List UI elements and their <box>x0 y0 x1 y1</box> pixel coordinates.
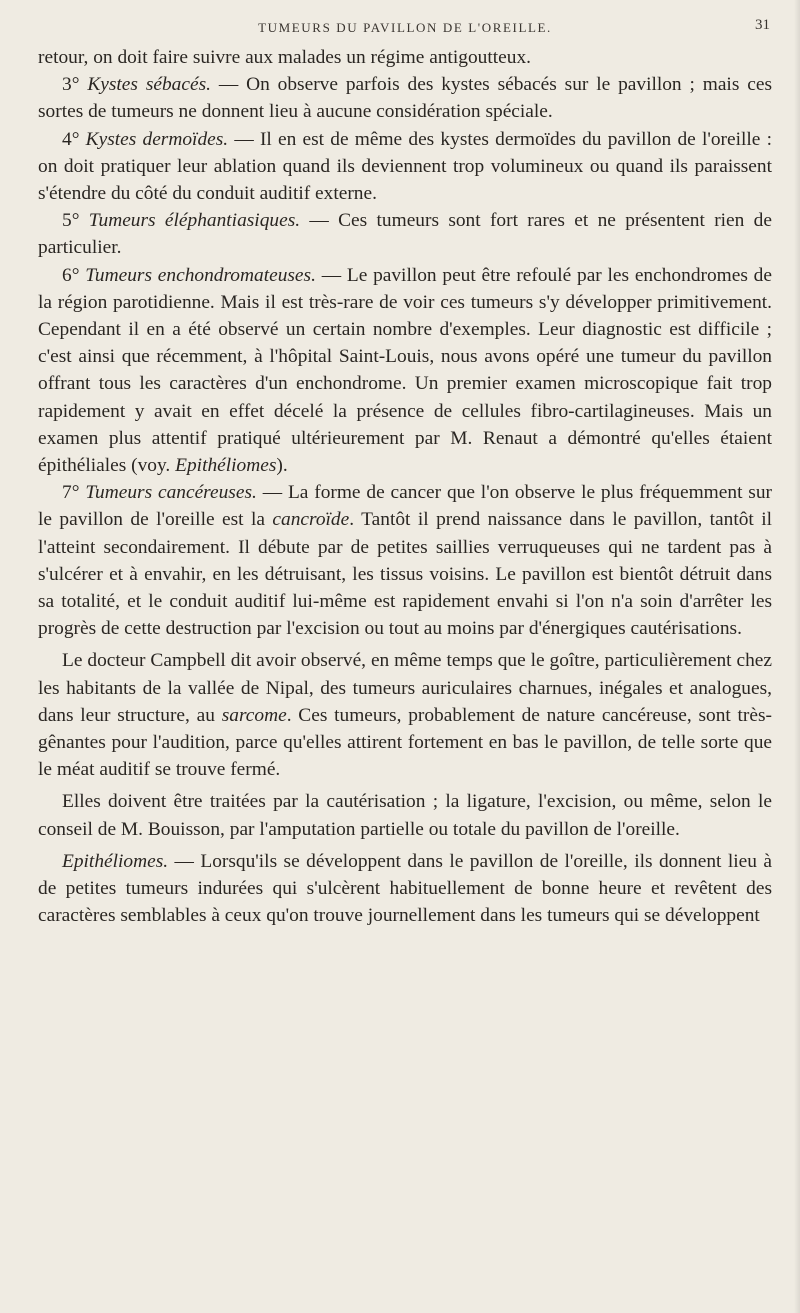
paragraph-text: — La forme de cancer que l'on observe le plus fréquemment sur le pavillon de l'oreille est la <box>38 482 772 531</box>
section-kystes-sebaces <box>38 71 772 125</box>
paragraph-text: retour, on doit faire suivre aux malades un régime antigoutteux. <box>38 47 531 68</box>
section-epitheliomes <box>38 848 772 930</box>
paragraph-continuation <box>38 44 772 71</box>
paragraph-text-end: ). <box>276 455 288 477</box>
italic-term: sarcome <box>221 704 287 726</box>
paragraph-text: Le docteur Campbell dit avoir observé, en même temps que le goître, particulièrement chez les habitants de la vallée de Nipal, des tumeurs auriculaires charnues, inégales et analogues, dans leur structure, au <box>38 650 772 726</box>
section-title: Kystes sébacés. <box>87 74 211 96</box>
paragraph-text-end: . Ces tumeurs, probablement de nature cancéreuse, sont très-gênantes pour l'audition, parce qu'elles attirent fortement en bas le pavillon, de telle sorte que le méat auditif se trouve fermé. <box>38 704 772 781</box>
paragraph-text: Elles doivent être traitées par la cautérisation ; la ligature, l'excision, ou même, selon le conseil de M. Bouisson, par l'amputation partielle ou totale du pavillon de l'oreille. <box>38 791 772 840</box>
section-number: 3° <box>62 74 80 96</box>
section-tumeurs-enchondromateuses <box>38 262 772 480</box>
section-tumeurs-cancereuses <box>38 479 772 642</box>
section-number: 6° <box>62 264 80 286</box>
paragraph-campbell <box>38 647 772 783</box>
section-number: 5° <box>62 210 80 232</box>
section-tumeurs-elephantiasiques <box>38 207 772 261</box>
section-title: Tumeurs éléphantiasiques. <box>88 210 301 232</box>
italic-term: cancroïde <box>272 509 350 531</box>
section-kystes-dermoides <box>38 126 772 208</box>
cross-reference: Epithéliomes <box>175 455 277 477</box>
section-title: Tumeurs enchondromateuses. <box>85 264 316 286</box>
section-number: 7° <box>62 482 80 504</box>
section-title: Epithéliomes. <box>62 850 169 872</box>
paragraph-text: — Le pavillon peut être refoulé par les enchondromes de la région parotidienne. Mais il est très-rare de voir ces tumeurs s'y développer primitivement. Cependant il en a été observé un certain nombre d'exemples. Leur diagnostic est difficile ; c'est ainsi que récemment, à l'hôpital Saint-Louis, nous avons opéré une tumeur du pavillon offrant tous les caractères d'un enchondrome. Un premier examen microscopique fait trop rapidement y avait en effet décelé la présence de cellules fibro-cartilagineuses. Mais un examen plus attentif pratiqué ultérieurement par M. Renaut a démontré qu'elles étaient épithéliales (voy. <box>38 264 772 477</box>
page-number: 31 <box>755 17 770 33</box>
paragraph-text: — Il en est de même des kystes dermoïdes du pavillon de l'oreille : on doit pratiquer leur ablation quand ils deviennent trop volumineux ou quand ils paraissent s'étendre du côté du conduit auditif externe. <box>38 128 772 205</box>
paragraph-text: — Lorsqu'ils se développent dans le pavillon de l'oreille, ils donnent lieu à de petites tumeurs indurées qui s'ulcèrent habituellement de bonne heure et revêtent des caractères semblables à ceux qu'on trouve journellement dans les tumeurs qui se développent <box>38 850 772 927</box>
section-number: 4° <box>62 128 80 150</box>
section-title: Kystes dermoïdes. <box>85 128 229 150</box>
body-text <box>38 44 772 930</box>
paragraph-traitement <box>38 788 772 842</box>
paragraph-text: — Ces tumeurs sont fort rares et ne présentent rien de particulier. <box>38 210 772 259</box>
page-edge-shadow <box>794 0 800 1313</box>
page-header <box>38 14 772 42</box>
section-title: Tumeurs cancéreuses. <box>85 482 257 504</box>
running-title: TUMEURS DU PAVILLON DE L'OREILLE. <box>258 20 552 35</box>
paragraph-text-end: . Tantôt il prend naissance dans le pavillon, tantôt il l'atteint secondairement. Il débute par de petites saillies verruqueuses qui ne tardent pas à s'ulcérer et à envahir, en les détruisant, les tissus voisins. Le pavillon est bientôt détruit dans sa totalité, et le conduit auditif lui-même est rapidement envahi si l'on n'a soin d'arrêter les progrès de cette destruction par l'excision ou tout au moins par d'énergiques cautérisations. <box>38 509 772 640</box>
paragraph-text: — On observe parfois des kystes sébacés sur le pavillon ; mais ces sortes de tumeurs ne donnent lieu à aucune considération spéciale. <box>38 74 772 123</box>
